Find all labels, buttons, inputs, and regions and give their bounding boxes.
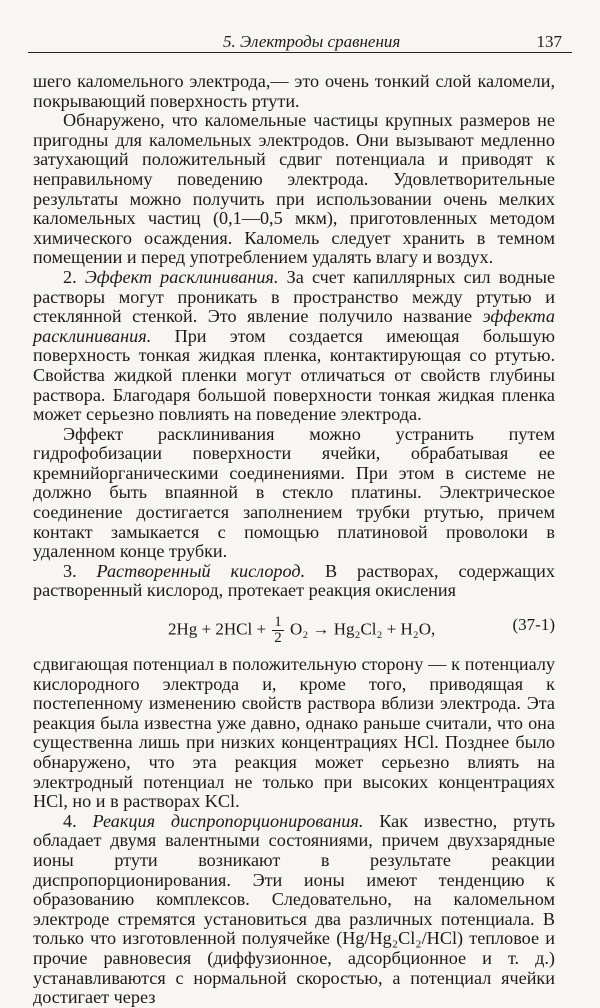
- item-number: 2.: [63, 266, 77, 287]
- paragraph-oxidation-effect: сдвигающая потенциал в положительную сторону — к потенциалу кислородного электрода и, кроме того, приводящая к постепенному изменению свойств раствора вблизи электрода. Эта реакция была известна уже давно, однако раньше считали, что она существенна лишь при низких концентрациях HCl. Позднее было обнаружено, что эта реакция может серьезно влиять на электродный потенциал не только при высоких концентрациях HCl, но и в растворах KCl.: [33, 654, 555, 812]
- equation-number: (37-1): [512, 615, 555, 635]
- equation-body: [168, 615, 435, 646]
- term-emphasis: эффекта расклинивания.: [33, 306, 556, 346]
- item-number: 3.: [63, 560, 77, 581]
- page-number: 137: [536, 32, 562, 51]
- fraction: [272, 615, 284, 646]
- equation-lhs: 2Hg + 2HCl +: [168, 619, 267, 639]
- paragraph-continuation: шего каломельного электрода,— это очень тонкий слой каломели, покрывающий поверхность ртути.: [33, 71, 555, 111]
- paragraph-dissolved-oxygen: [33, 562, 555, 601]
- paragraph-text: За счет капиллярных сил водные растворы могут проникать в пространство между ртутью и стеклянной стенкой. Это явление получило название: [33, 266, 556, 327]
- item-number: 4.: [63, 810, 77, 831]
- paragraph-wedging-effect: [33, 268, 555, 425]
- item-heading: Растворенный кислород.: [96, 560, 306, 581]
- item-heading: Реакция диспропорционирования.: [92, 810, 364, 831]
- running-header: [28, 30, 572, 53]
- paragraph-text: В растворах, содержащих растворенный кислород, протекает реакция окисления: [33, 560, 555, 601]
- paragraph-disproportionation: [33, 812, 555, 1008]
- paragraph-text: Как известно, ртуть обладает двумя валентными состояниями, причем двухзарядные ионы ртути возникают в результате реакции диспропорционирования. Эти ионы имеют тенденцию к образованию комплексов. Следовательно, на каломельном электроде стремятся установиться два различных потенциала. В только что изготовленной полуячейке (Hg/Hg₂Cl₂/HCl) тепловое и прочие равновесия (диффузионное, адсорбционное и т. д.) устанавливаются с нормальной скоростью, а потенциал ячейки достигает через: [33, 810, 555, 1008]
- item-heading: Эффект расклинивания.: [84, 266, 279, 287]
- section-title: 5. Электроды сравнения: [223, 32, 401, 51]
- fraction-numerator: 1: [274, 614, 282, 631]
- paragraph-calomel-particles: Обнаружено, что каломельные частицы крупных размеров не пригодны для каломельных электродов. Они вызывают медленно затухающий положительный сдвиг потенциала и приводят к неправильному поведению электрода. Удовлетворительные результаты можно получить при использовании очень мелких каломельных частиц (0,1—0,5 мкм), приготовленных методом химического осаждения. Каломель следует хранить в темном помещении и перед употреблением удалять влагу и воздух.: [33, 110, 555, 268]
- fraction-denominator: 2: [274, 630, 282, 647]
- paragraph-hydrophobization: Эффект расклинивания можно устранить путем гидрофобизации поверхности ячейки, обрабатывая ее кремнийорганическими соединениями. При этом в системе не должно быть впаянной в стекло платины. Электрическое соединение достигается заполнением трубки ртутью, причем контакт замыкается с помощью платиновой проволоки в удаленном конце трубки.: [33, 423, 555, 562]
- equation-rhs: O₂ → Hg₂Cl₂ + H₂O,: [290, 619, 436, 639]
- paragraph-text: При этом создается имеющая большую поверхность тонкая жидкая пленка, контактирующая со ртутью. Свойства жидкой пленки могут отличаться от свойств глубины раствора. Благодаря большой поверхности тонкая жидкая пленка может серьезно повлиять на поведение электрода.: [33, 325, 555, 425]
- body-text: [33, 72, 555, 1008]
- equation-37-1: [33, 601, 555, 655]
